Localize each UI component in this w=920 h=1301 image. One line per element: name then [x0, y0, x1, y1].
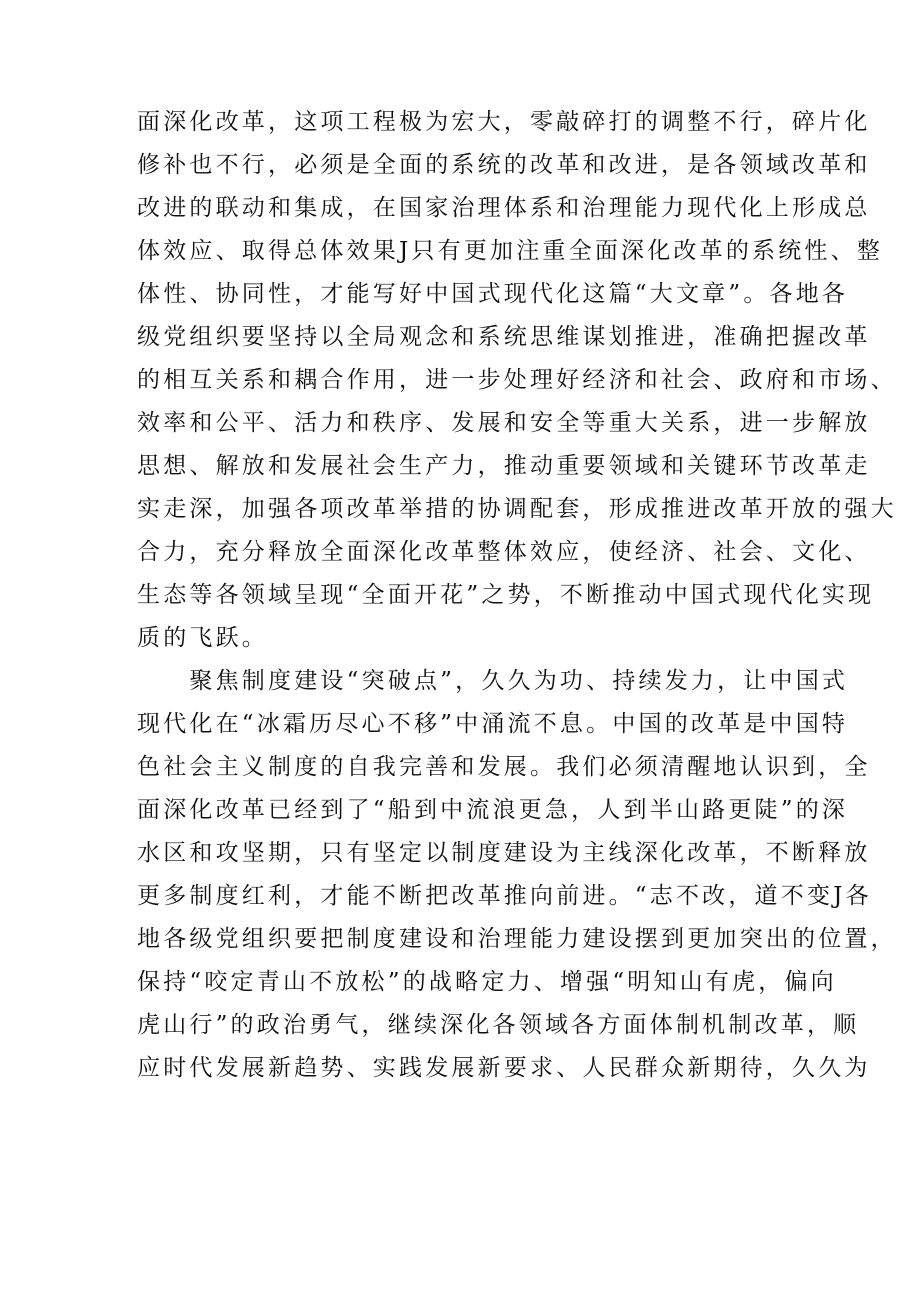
text-line: 色社会主义制度的自我完善和发展。我们必须清醒地认识到，全 [137, 754, 871, 780]
text-line: 现代化在“冰霜历尽心不移”中涌流不息。中国的改革是中国特 [137, 711, 849, 737]
text-line: 应时代发展新趋势、实践发展新要求、人民群众新期待，久久为 [137, 1055, 871, 1081]
text-line: 修补也不行，必须是全面的系统的改革和改进，是各领域改革和 [137, 152, 871, 178]
text-line: 改进的联动和集成，在国家治理体系和治理能力现代化上形成总 [137, 195, 871, 221]
text-line: 地各级党组织要把制度建设和治理能力建设摆到更加突出的位置， [137, 926, 897, 952]
text-line: 体效应、取得总体效果J只有更加注重全面深化改革的系统性、整 [137, 238, 884, 264]
text-line: 更多制度红利，才能不断把改革推向前进。“志不改，道不变J各 [137, 883, 872, 909]
text-line: 体性、协同性，才能写好中国式现代化这篇“大文章”。各地各 [137, 281, 849, 307]
text-line: 思想、解放和发展社会生产力，推动重要领域和关键环节改革走 [137, 453, 871, 479]
text-line: 水区和攻坚期，只有坚定以制度建设为主线深化改革，不断释放 [137, 840, 871, 866]
text-line: 效率和公平、活力和秩序、发展和安全等重大关系，进一步解放 [137, 410, 871, 436]
document-body [137, 101, 897, 1090]
text-line: 级党组织要坚持以全局观念和系统思维谋划推进，准确把握改革 [137, 324, 871, 350]
text-line: 保持“咬定青山不放松”的战略定力、增强“明知山有虎，偏向 [137, 969, 837, 995]
paragraph-2 [137, 660, 897, 1090]
text-line: 质的飞跃。 [137, 625, 268, 651]
text-line: 聚焦制度建设“突破点”，久久为功、持续发力，让中国式 [137, 668, 849, 694]
text-line: 虎山行”的政治勇气，继续深化各领域各方面体制机制改革，顺 [137, 1012, 860, 1038]
text-line: 的相互关系和耦合作用，进一步处理好经济和社会、政府和市场、 [137, 367, 897, 393]
text-line: 生态等各领域呈现“全面开花”之势，不断推动中国式现代化实现 [137, 582, 875, 608]
text-line: 面深化改革已经到了“船到中流浪更急，人到半山路更陡”的深 [137, 797, 849, 823]
paragraph-1 [137, 101, 897, 660]
text-line: 实走深，加强各项改革举措的协调配套，形成推进改革开放的强大 [137, 496, 897, 522]
text-line: 合力，充分释放全面深化改革整体效应，使经济、社会、文化、 [137, 539, 871, 565]
text-line: 面深化改革，这项工程极为宏大，零敲碎打的调整不行，碎片化 [137, 109, 871, 135]
